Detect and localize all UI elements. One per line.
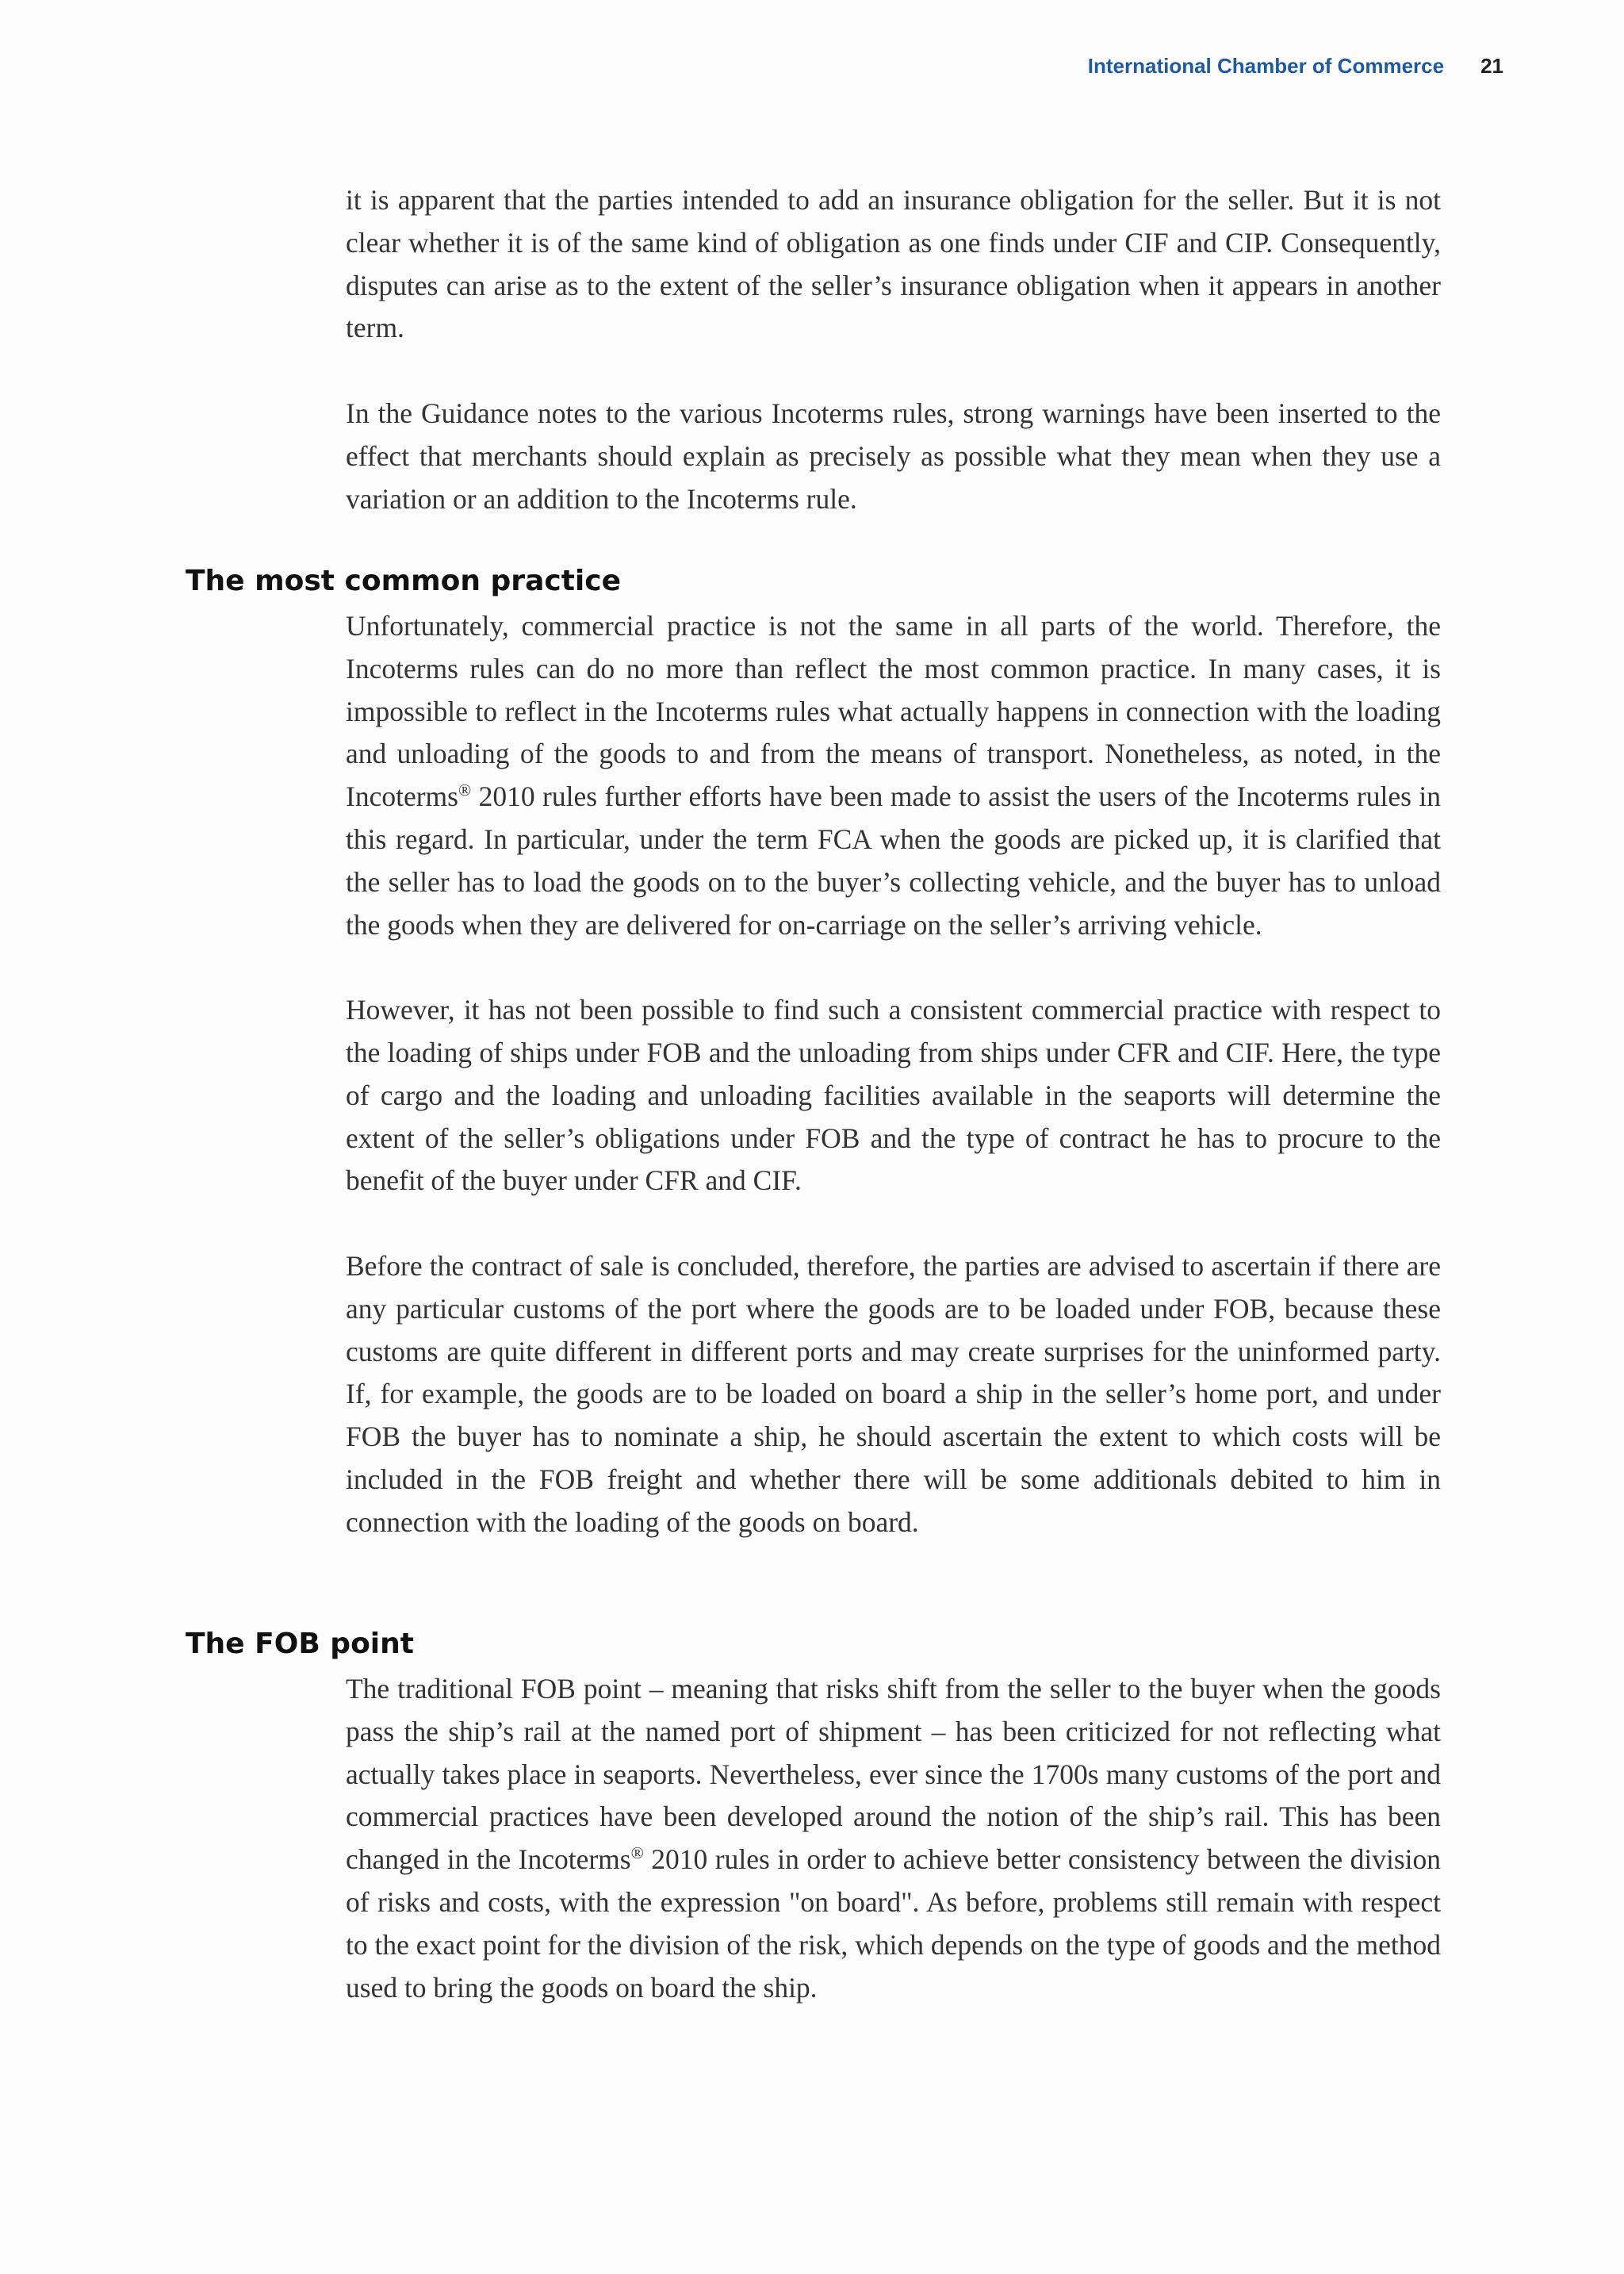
common-practice-p1-part1: Unfortunately, commercial practice is not the same in all parts of the world. Therefore, the Incoterms rules can do no more than reflect the most common practice. In many cases, it is impossible to reflect in the Incoterms rules what actually happens in connection with the loading and unloading of the goods to and from the means of transport. Nonetheless, as noted, in the Incoterms: [346, 610, 1441, 813]
section-common-practice-text: [346, 605, 1441, 1544]
intro-text: [346, 179, 1441, 520]
registered-mark: ®: [458, 780, 472, 800]
section-heading-common-practice: The most common practice: [186, 565, 621, 597]
fob-point-p1-part2: 2010 rules in order to achieve better consistency between the division of risks and costs, with the expression "on board". As before, problems still remain with respect to the exact point for the division of the risk, which depends on the type of goods and the method used to bring the goods on board the ship.: [346, 1843, 1441, 2004]
intro-paragraph-2: In the Guidance notes to the various Incoterms rules, strong warnings have been inserted to the effect that merchants should explain as precisely as possible what they mean when they use a variation or an addition to the Incoterms rule.: [346, 397, 1441, 515]
section-heading-fob-point: The FOB point: [186, 1628, 414, 1660]
running-header: [1088, 54, 1503, 79]
page-number: 21: [1480, 54, 1503, 78]
common-practice-paragraph-2: However, it has not been possible to find such a consistent commercial practice with respect to the loading of ships under FOB and the unloading from ships under CFR and CIF. Here, the type of cargo and the loading and unloading facilities available in the seaports will determine the extent of the seller’s obligations under FOB and the type of contract he has to procure to the benefit of the buyer under CFR and CIF.: [346, 994, 1441, 1197]
section-fob-point-text: [346, 1668, 1441, 2009]
common-practice-paragraph-3: Before the contract of sale is concluded, therefore, the parties are advised to ascertain if there are any particular customs of the port where the goods are to be loaded under FOB, because these customs are quite different in different ports and may create surprises for the uninformed party. If, for example, the goods are to be loaded on board a ship in the seller’s home port, and under FOB the buyer has to nominate a ship, he should ascertain the extent to which costs will be included in the FOB freight and whether there will be some additionals debited to him in connection with the loading of the goods on board.: [346, 1249, 1441, 1538]
intro-paragraph-1: it is apparent that the parties intended to add an insurance obligation for the seller. But it is not clear whether it is of the same kind of obligation as one finds under CIF and CIP. Consequently, disputes can arise as to the extent of the seller’s insurance obligation when it appears in another term.: [346, 184, 1441, 344]
common-practice-p1-part2: 2010 rules further efforts have been made to assist the users of the Incoterms rules in this regard. In particular, under the term FCA when the goods are picked up, it is clarified that the seller has to load the goods on to the buyer’s collecting vehicle, and the buyer has to unload the goods when they are delivered for on-carriage on the seller’s arriving vehicle.: [346, 780, 1441, 941]
registered-mark: ®: [630, 1843, 644, 1862]
organization-name: International Chamber of Commerce: [1087, 54, 1445, 78]
fob-point-paragraph-1: [346, 1668, 1441, 2009]
common-practice-paragraph-1: [346, 605, 1441, 946]
fob-point-p1-part1: The traditional FOB point – meaning that risks shift from the seller to the buyer when the goods pass the ship’s rail at the named port of shipment – has been criticized for not reflecting what actually takes place in seaports. Nevertheless, ever since the 1700s many customs of the port and commercial practices have been developed around the notion of the ship’s rail. This has been changed in the Incoterms: [346, 1673, 1441, 1876]
